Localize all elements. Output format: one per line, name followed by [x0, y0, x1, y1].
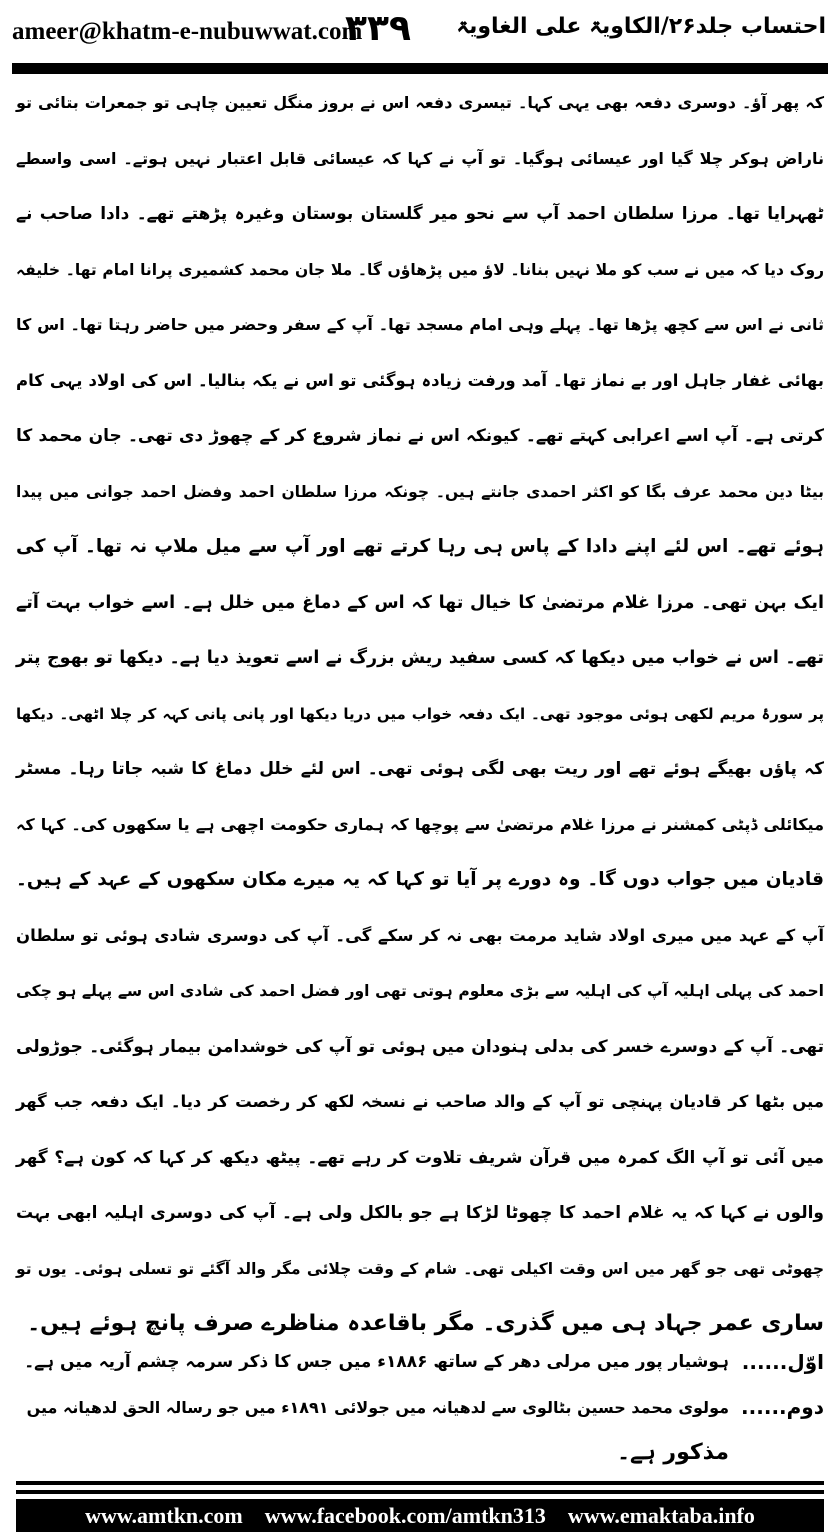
text-line: تھی۔ آپ کے دوسرے خسر کی بدلی ہنودان میں ہوئی تو آپ کی خوشدامن بیمار ہوگئی۔ جوڑولی [16, 1036, 824, 1057]
text-line: ناراض ہوکر چلا گیا اور عیسائی ہوگیا۔ تو آپ نے کہا کہ عیسائی قابل اعتبار نہیں ہوتے۔ اسی واسطے [16, 148, 824, 168]
book-title: احتساب جلد۲۶/الکاویۃ علی الغاویۃ [456, 14, 826, 39]
footnotes [16, 1340, 824, 1475]
note-text: مذکور ہے۔ [617, 1440, 729, 1465]
text-line: تھے۔ اس نے خواب میں دیکھا کہ کسی سفید ریش بزرگ نے اسے تعویذ دیا ہے۔ دیکھا تو بھوج پتر [16, 648, 824, 668]
footer-link[interactable]: www.facebook.com/amtkn313 [264, 1502, 546, 1528]
note-text: مولوی محمد حسین بٹالوی سے لدھیانہ میں جولائی ۱۸۹۱ء میں جو رسالہ الحق لدھیانہ میں [26, 1398, 729, 1417]
text-line: احمد کی پہلی اہلیہ آپ کی اہلیہ سے بڑی معلوم ہوتی تھی اور فضل احمد کی شادی اس سے پہلے ہو چکی [16, 982, 824, 1000]
text-line: میکائلی ڈپٹی کمشنر نے مرزا غلام مرتضیٰ سے پوچھا کہ ہماری حکومت اچھی ہے یا سکھوں کی۔ کہا کہ [16, 814, 824, 834]
note-text: ہوشیار پور میں مرلی دھر کے ساتھ ۱۸۸۶ء میں جس کا ذکر سرمہ چشم آریہ میں ہے۔ [24, 1352, 729, 1372]
text-line: پر سورۂ مریم لکھی ہوئی موجود تھی۔ ایک دفعہ خواب میں دریا دیکھا اور پانی پانی کہہ کر چلا اٹھی۔ دیکھا [16, 704, 824, 723]
text-line: میں آئی تو آپ الگ کمرہ میں قرآن شریف تلاوت کر رہے تھے۔ پیٹھ دیکھ کر کہا کہ کون ہے؟ گھر [16, 1147, 824, 1168]
text-line: ساری عمر جہاد ہی میں گذری۔ مگر باقاعدہ مناظرے صرف پانچ ہوئے ہیں۔ [27, 1311, 824, 1336]
footer-link[interactable]: www.emaktaba.info [567, 1502, 755, 1528]
body-text [16, 78, 824, 1355]
note-label: اوّل...... [741, 1350, 824, 1374]
text-line: بیٹا دین محمد عرف بگا کو اکثر احمدی جانتے ہیں۔ چونکہ مرزا سلطان احمد وفضل احمد جوانی میں پیدا [16, 482, 824, 501]
footer-link[interactable]: www.amtkn.com [85, 1502, 243, 1528]
note-2 [16, 1385, 824, 1430]
footer-rule [16, 1481, 824, 1485]
text-line: ٹھہرایا تھا۔ مرزا سلطان احمد آپ سے نحو میر گلستان بوستان وغیرہ پڑھتے تھے۔ دادا صاحب نے [16, 204, 824, 224]
header-email: ameer@khatm-e-nubuwwat.com [12, 18, 363, 45]
text-line: چھوٹی تھی جو گھر میں اس وقت اکیلی تھی۔ شام کے وقت چلائی مگر والد آگئے تو تسلی ہوئی۔ یوں تو [16, 1259, 824, 1278]
text-line: آپ کے عہد میں میری اولاد شاید مرمت بھی نہ کر سکے گی۔ آپ کی دوسری شادی ہوئی تو سلطان [16, 925, 824, 945]
text-line: ہوئے تھے۔ اس لئے اپنے دادا کے پاس ہی رہا کرتے تھے اور آپ سے میل ملاپ نہ تھا۔ آپ کی [16, 536, 824, 557]
text-line: ایک بہن تھی۔ مرزا غلام مرتضیٰ کا خیال تھا کہ اس کے دماغ میں خلل ہے۔ اسے خواب بہت آتے [16, 592, 824, 613]
text-line: میں بٹھا کر قادیان پہنچی تو آپ کے والد صاحب نے نسخہ لکھ کر رخصت کر دیا۔ ایک دفعہ جب گھر [16, 1092, 824, 1111]
note-1 [16, 1340, 824, 1385]
footer-rule [16, 1490, 824, 1494]
text-line: والوں نے کہا کہ یہ غلام احمد کا چھوٹا لڑکا ہے جو بالکل ولی ہے۔ آپ کی دوسری اہلیہ ابھی بہت [16, 1203, 824, 1223]
text-line: روک دیا کہ میں نے سب کو ملا نہیں بنانا۔ لاؤ میں پڑھاؤں گا۔ ملا جان محمد کشمیری پرانا امام تھا۔ خلیفہ [16, 260, 824, 279]
text-line: قادیان میں جواب دوں گا۔ وہ دورے پر آیا تو کہا کہ یہ میرے مکان سکھوں کے عہد کے ہیں۔ [16, 869, 824, 890]
note-label: دوم...... [741, 1395, 824, 1419]
page-number: ۳۳۹ [345, 8, 411, 49]
text-line: بھائی غفار جاہل اور بے نماز تھا۔ آمد ورفت زیادہ ہوگئی تو اس نے یکہ بنالیا۔ اس کی اولاد یہی کام [16, 370, 824, 390]
text-line: کرتی ہے۔ آپ اسے اعرابی کہتے تھے۔ کیونکہ اس نے نماز شروع کر کے چھوڑ دی تھی۔ جان محمد کا [16, 426, 824, 446]
footer-bar [16, 1499, 824, 1532]
text-line: ثانی نے اس سے کچھ پڑھا تھا۔ پہلے وہی امام مسجد تھا۔ آپ کے سفر وحضر میں حاضر رہتا تھا۔ اس کا [16, 315, 824, 334]
note-2-continued [16, 1430, 824, 1475]
text-line: کہ پاؤں بھیگے ہوئے تھے اور ریت بھی لگی ہوئی تھی۔ اس لئے خلل دماغ کا شبہ جاتا رہا۔ مسٹر [16, 759, 824, 779]
header-rule [12, 63, 828, 74]
text-line: کہ پھر آؤ۔ دوسری دفعہ بھی یہی کہا۔ تیسری دفعہ اس نے بروز منگل تعیین چاہی تو جمعرات بتائی تو [16, 93, 824, 112]
